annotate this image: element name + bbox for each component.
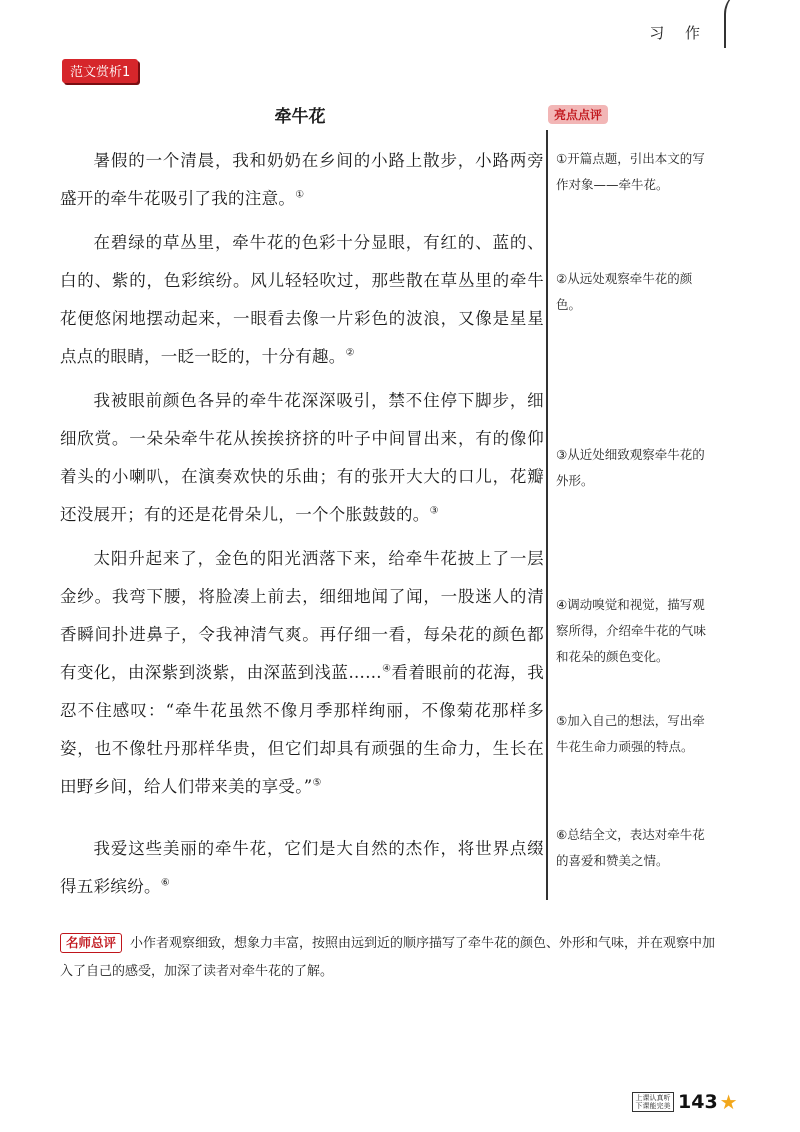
teacher-summary — [60, 930, 720, 986]
annotation-mark: ③ — [429, 505, 439, 517]
footer-label: 上课认真听 下课能完美 — [632, 1092, 674, 1112]
paragraph-5 — [60, 830, 544, 906]
page-corner-decoration — [724, 0, 748, 48]
paragraph-3 — [60, 382, 544, 534]
summary-tag: 名师总评 — [60, 933, 122, 953]
paragraph-text: 暑假的一个清晨，我和奶奶在乡间的小路上散步，小路两旁盛开的牵牛花吸引了我的注意。 — [60, 151, 544, 208]
annotation-mark: ⑥ — [160, 877, 171, 889]
annotation-mark: ⑤ — [312, 777, 322, 789]
star-icon: ★ — [719, 1090, 738, 1114]
column-divider — [546, 130, 548, 900]
paragraph-text: 看着眼前的花海，我忍不住感叹：“牵牛花虽然不像月季那样绚丽，不像菊花那样多姿，也不像牡丹那样华贵，但它们却具有顽强的生命力，生长在田野乡间，给人们带来美的享受。” — [60, 663, 545, 796]
annotation-mark: ② — [345, 347, 355, 359]
paragraph-1 — [60, 142, 544, 218]
comment-3: ③从近处细致观察牵牛花的外形。 — [556, 447, 705, 488]
comment-tag: 亮点点评 — [548, 105, 608, 124]
paragraph-text: 我被眼前颜色各异的牵牛花深深吸引，禁不住停下脚步，细细欣赏。一朵朵牵牛花从挨挨挤挤的叶子中间冒出来，有的像仰着头的小喇叭，在演奏欢快的乐曲；有的张开大大的口儿，花瓣还没展开；有的还是花骨朵儿，一个个胀鼓鼓的。 — [60, 391, 544, 524]
page-number: 143 — [678, 1091, 718, 1113]
section-tag: 范文赏析1 — [62, 59, 138, 83]
paragraph-text: 太阳升起来了，金色的阳光洒落下来，给牵牛花披上了一层金纱。我弯下腰，将脸凑上前去，细细地闻了闻，一股迷人的清香瞬间扑进鼻子，令我神清气爽。再仔细一看，每朵花的颜色都有变化，由深紫到淡紫，由深蓝到浅蓝…… — [60, 549, 544, 682]
comment-6: ⑥总结全文，表达对牵牛花的喜爱和赞美之情。 — [556, 827, 705, 868]
comment-2: ②从远处观察牵牛花的颜色。 — [556, 271, 693, 312]
annotation-mark: ④ — [381, 663, 392, 675]
comment-5: ⑤加入自己的想法，写出牵牛花生命力顽强的特点。 — [556, 713, 705, 754]
comment-4: ④调动嗅觉和视觉，描写观察所得，介绍牵牛花的气味和花朵的颜色变化。 — [556, 597, 707, 664]
page-header-title: 习 作 — [649, 24, 708, 42]
page-footer — [632, 1089, 738, 1115]
paragraph-4 — [60, 540, 544, 806]
paragraph-2 — [60, 224, 544, 376]
annotation-mark: ① — [295, 189, 305, 201]
summary-text: 小作者观察细致，想象力丰富，按照由远到近的顺序描写了牵牛花的颜色、外形和气味，并在观察中加入了自己的感受，加深了读者对牵牛花的了解。 — [60, 936, 716, 979]
paragraph-text: 在碧绿的草丛里，牵牛花的色彩十分显眼，有红的、蓝的、白的、紫的，色彩缤纷。风儿轻轻吹过，那些散在草丛里的牵牛花便悠闲地摆动起来，一眼看去像一片彩色的波浪，又像是星星点点的眼睛，一眨一眨的，十分有趣。 — [60, 233, 544, 366]
paragraph-text: 我爱这些美丽的牵牛花，它们是大自然的杰作，将世界点缀得五彩缤纷。 — [60, 839, 544, 896]
comment-1: ①开篇点题，引出本文的写作对象——牵牛花。 — [556, 151, 705, 192]
article-title: 牵牛花 — [274, 107, 326, 127]
